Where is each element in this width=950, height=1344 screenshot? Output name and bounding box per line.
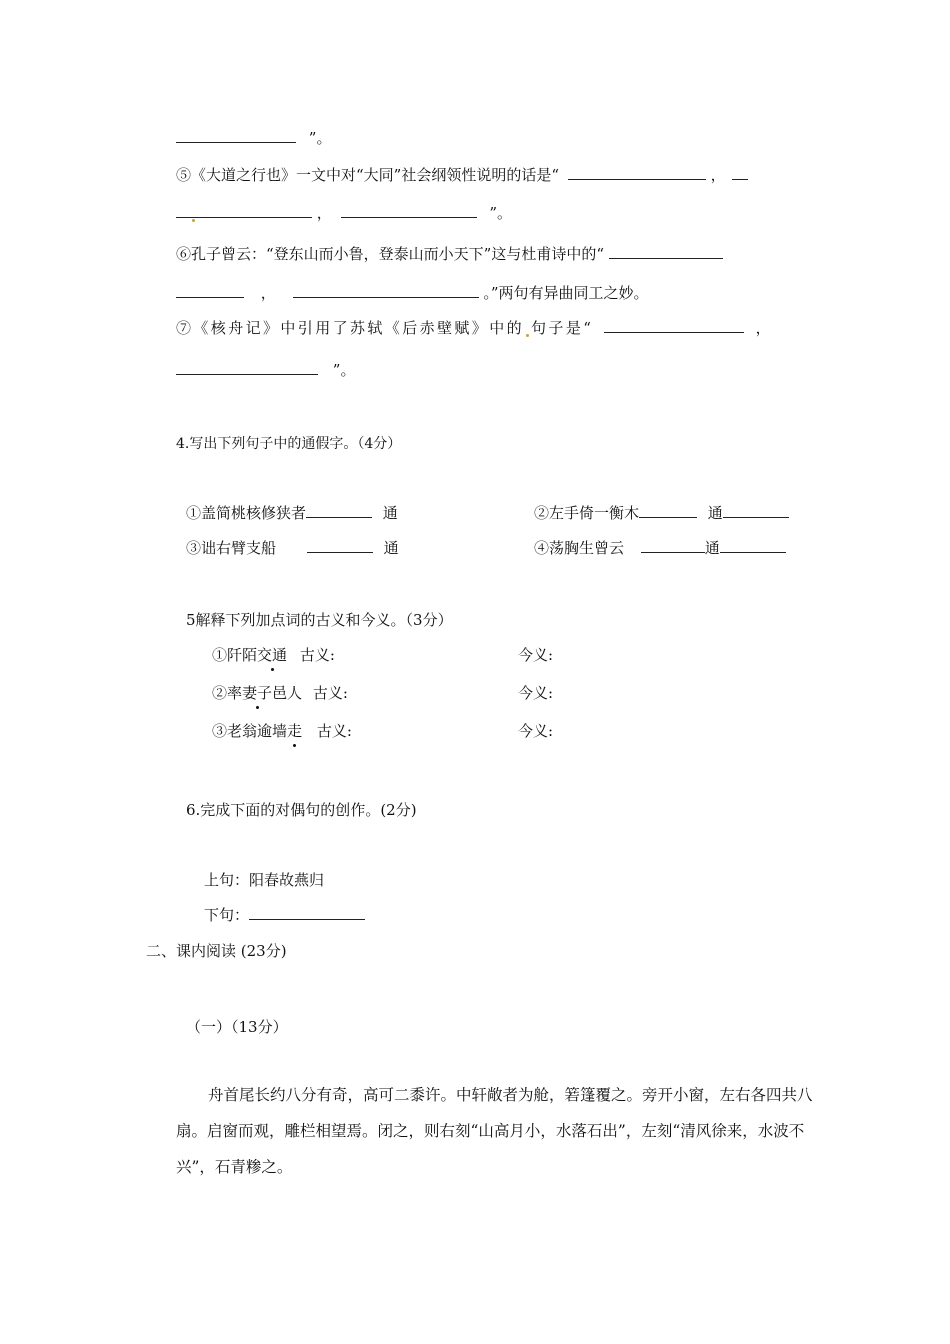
tong-label: 通 xyxy=(382,504,398,522)
answer-blank[interactable] xyxy=(723,503,789,518)
question-5-title: 5解释下列加点词的古义和今义。（3分） xyxy=(186,611,453,629)
gu-label: 古义: xyxy=(299,646,335,664)
row-text: ③老翁逾墙 xyxy=(212,722,288,740)
section-2-title: 二、课内阅读 (23分) xyxy=(146,942,287,960)
gu-label: 古义: xyxy=(316,722,352,740)
item-text: ②左手倚一衡木 xyxy=(534,504,640,522)
question-6-line-2 xyxy=(176,283,649,303)
jin-label-1: 今义: xyxy=(518,646,554,664)
question-5-line xyxy=(176,165,748,185)
dotted-char: 妻子 xyxy=(242,684,273,702)
dotted-char: 交通 xyxy=(257,646,288,664)
comma: ， xyxy=(755,319,774,337)
lower-label: 下句： xyxy=(204,906,250,924)
fill-line-1 xyxy=(176,128,331,148)
question-4-item-3 xyxy=(186,538,399,558)
tong-label: 通 xyxy=(704,539,720,557)
question-4-item-1 xyxy=(186,503,398,523)
comma: ， xyxy=(260,284,276,302)
answer-blank[interactable] xyxy=(732,165,748,180)
reading-paragraph: 舟首尾长约八分有奇，高可二黍许。中轩敞者为舱，箬篷覆之。旁开小窗，左右各四共八扇。启窗而观，雕栏相望焉。闭之，则右刻“山高月小，水落石出”，左刻“清风徐来，水波不兴”，石青糁之。 xyxy=(176,1086,813,1176)
row-text: 邑人 xyxy=(272,684,303,702)
question-text: ⑦《核舟记》中引用了苏轼《后赤壁赋》中的 xyxy=(176,319,525,337)
question-7-line xyxy=(176,318,773,338)
line-end: ”。 xyxy=(489,204,513,222)
jin-label-3: 今义: xyxy=(518,722,554,740)
answer-blank[interactable] xyxy=(604,318,744,333)
question-5-row-2 xyxy=(212,683,348,703)
answer-blank[interactable] xyxy=(176,203,312,218)
answer-blank[interactable] xyxy=(176,360,318,375)
question-text: ⑥孔子曾云：“登东山而小鲁，登泰山而小天下”这与杜甫诗中的“ xyxy=(176,245,605,263)
line-end: ”。 xyxy=(308,129,332,147)
question-4-item-4 xyxy=(534,538,786,558)
answer-blank[interactable] xyxy=(720,538,786,553)
item-text: ①盖简桃核修狭者 xyxy=(186,504,307,522)
answer-blank[interactable] xyxy=(641,538,705,553)
comma: ， xyxy=(316,204,332,222)
section-2-subtitle: （一）（13分） xyxy=(186,1018,288,1036)
question-7-line-2 xyxy=(176,360,355,380)
answer-blank[interactable] xyxy=(307,538,373,553)
dotted-char: 走 xyxy=(287,722,303,740)
answer-blank[interactable] xyxy=(639,503,697,518)
question-4-item-2 xyxy=(534,503,789,523)
ornament-dot xyxy=(526,334,529,337)
line-end: 。”两句有异曲同工之妙。 xyxy=(483,284,649,302)
tong-label: 通 xyxy=(707,504,723,522)
question-6-line xyxy=(176,244,723,264)
upper-line: 上句：阳春故燕归 xyxy=(204,871,325,889)
answer-blank[interactable] xyxy=(609,244,723,259)
answer-blank[interactable] xyxy=(176,283,244,298)
row-text: ①阡陌 xyxy=(212,646,258,664)
jin-label-2: 今义: xyxy=(518,684,554,702)
answer-blank[interactable] xyxy=(176,128,296,143)
tong-label: 通 xyxy=(383,539,399,557)
answer-blank[interactable] xyxy=(306,503,372,518)
row-text: ②率 xyxy=(212,684,243,702)
answer-blank[interactable] xyxy=(341,203,477,218)
gu-label: 古义: xyxy=(312,684,348,702)
question-5-row-3 xyxy=(212,721,352,741)
answer-blank[interactable] xyxy=(568,165,706,180)
question-text: ⑤《大道之行也》一文中对“大同”社会纲领性说明的话是“ xyxy=(176,166,560,184)
item-text: ④荡胸生曾云 xyxy=(534,539,625,557)
question-5-row-1 xyxy=(212,645,335,665)
line-end: ”。 xyxy=(332,361,356,379)
question-6-title: 6.完成下面的对偶句的创作。(2分) xyxy=(186,801,417,819)
ornament-dot xyxy=(192,219,195,222)
item-text: ③诎右臂支船 xyxy=(186,539,277,557)
question-4-title: 4.写出下列句子中的通假字。（4分） xyxy=(176,436,402,452)
question-text-2: 句子是“ xyxy=(531,319,594,337)
comma: ， xyxy=(710,166,726,184)
answer-blank[interactable] xyxy=(293,283,479,298)
question-5-line-2 xyxy=(176,203,512,223)
answer-blank[interactable] xyxy=(249,905,365,920)
lower-line xyxy=(204,905,365,925)
